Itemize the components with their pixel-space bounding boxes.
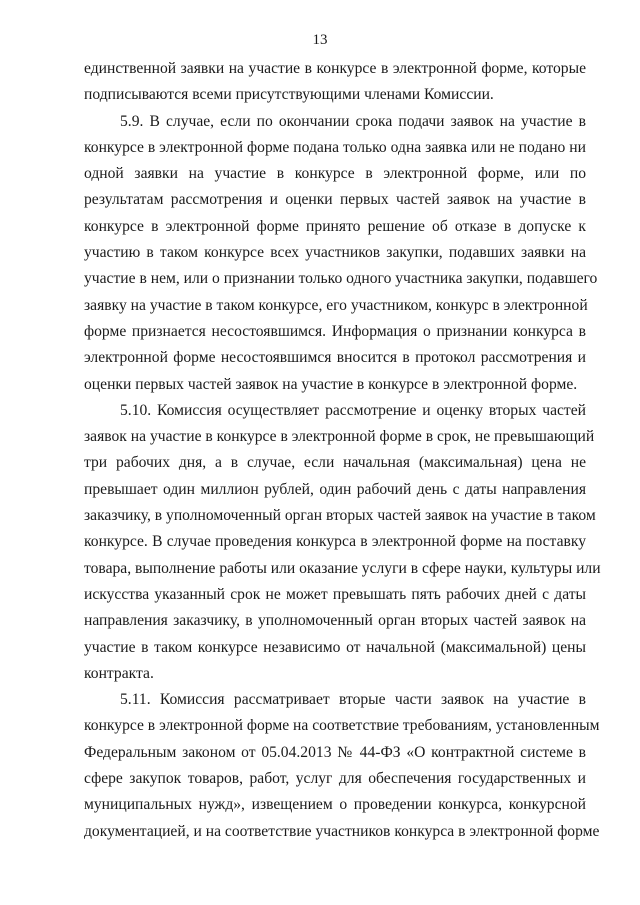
text-line: 5.9. В случае, если по окончании срока подачи заявок на участие в xyxy=(120,112,586,130)
text-line: участию в таком конкурсе всех участников закупки, подавших заявки на xyxy=(84,244,586,262)
text-line: направления заказчику, в уполномоченный орган вторых частей заявок на xyxy=(84,612,586,630)
text-line: участие в таком конкурсе независимо от начальной (максимальной) цены xyxy=(84,638,586,656)
text-line: участие в нем, или о признании только одного участника закупки, подавшего xyxy=(84,270,598,288)
text-line: заявку на участие в таком конкурсе, его участником, конкурс в электронной xyxy=(84,296,588,314)
text-line: три рабочих дня, а в случае, если начальная (максимальная) цена не xyxy=(84,454,586,472)
paragraph-5-9 xyxy=(84,109,598,398)
text-line: форме признается несостоявшимся. Информация о признании конкурса в xyxy=(84,322,586,340)
text-line: товара, выполнение работы или оказание услуги в сфере науки, культуры или xyxy=(84,559,601,577)
text-line: документацией, и на соответствие участников конкурса в электронной форме xyxy=(84,822,600,840)
paragraph-continuation xyxy=(84,56,586,109)
text-line: единственной заявки на участие в конкурсе в электронной форме, которые xyxy=(84,60,586,77)
text-line: электронной форме несостоявшимся вносится в протокол рассмотрения и xyxy=(84,349,586,367)
paragraph-5-10 xyxy=(84,398,601,687)
text-line: конкурсе. В случае проведения конкурса в электронной форме на поставку xyxy=(84,533,586,551)
text-line: заказчику, в уполномоченный орган вторых частей заявок на участие в таком xyxy=(84,507,596,525)
text-line: конкурсе в электронной форме на соответствие требованиям, установленным xyxy=(84,717,600,735)
text-line: заявок на участие в конкурсе в электронной форме в срок, не превышающий xyxy=(84,428,595,446)
text-line: сфере закупок товаров, работ, услуг для обеспечения государственных и xyxy=(84,770,586,788)
page-number: 13 xyxy=(312,32,328,48)
text-line: контракта. xyxy=(84,664,154,682)
text-line: конкурсе в электронной форме подана только одна заявка или не подано ни xyxy=(84,138,586,156)
text-line: 5.11. Комиссия рассматривает вторые части заявок на участие в xyxy=(120,691,586,709)
paragraph-5-11 xyxy=(84,687,600,845)
text-line: 5.10. Комиссия осуществляет рассмотрение и оценку вторых частей xyxy=(120,401,586,419)
text-line: одной заявки на участие в конкурсе в электронной форме, или по xyxy=(84,165,586,183)
text-line: Федеральным законом от 05.04.2013 № 44-ФЗ «О контрактной системе в xyxy=(84,743,586,761)
text-line: оценки первых частей заявок на участие в конкурсе в электронной форме. xyxy=(84,375,578,393)
text-line: превышает один миллион рублей, один рабочий день с даты направления xyxy=(84,480,586,498)
text-line: подписываются всеми присутствующими членами Комиссии. xyxy=(84,86,494,104)
text-line: искусства указанный срок не может превышать пять рабочих дней с даты xyxy=(84,585,586,603)
text-line: результатам рассмотрения и оценки первых частей заявок на участие в xyxy=(84,191,586,209)
document-body xyxy=(84,56,601,845)
text-line: муниципальных нужд», извещением о проведении конкурса, конкурсной xyxy=(84,796,586,814)
text-line: конкурсе в электронной форме принято решение об отказе в допуске к xyxy=(84,217,586,235)
